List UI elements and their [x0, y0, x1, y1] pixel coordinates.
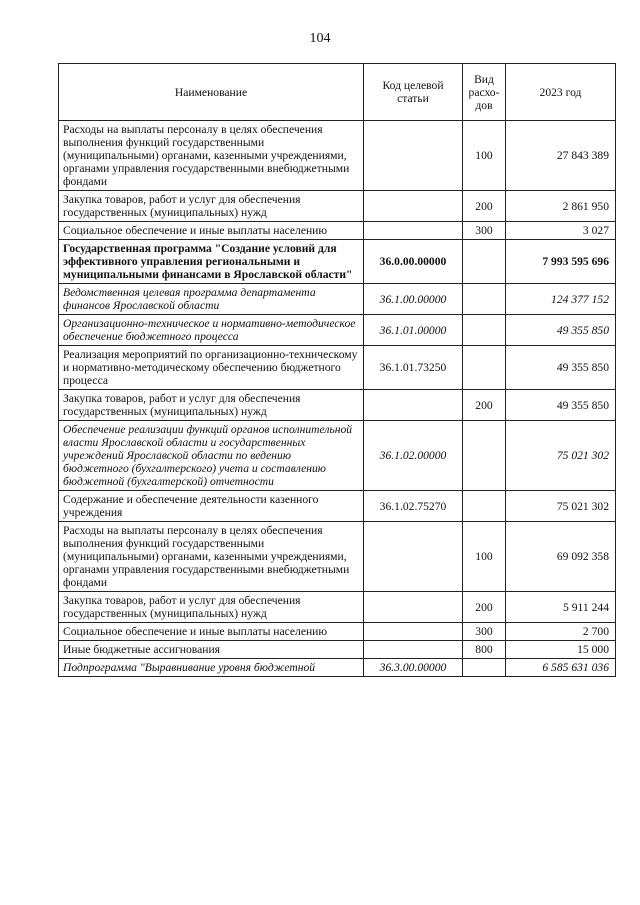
row-name: Организационно-техническое и нормативно-методическое обеспечение бюджетного процесса — [59, 315, 364, 346]
row-type: 300 — [463, 623, 506, 641]
table-row — [59, 623, 616, 641]
row-amount: 5 911 244 — [506, 592, 616, 623]
table-row — [59, 315, 616, 346]
row-name: Государственная программа "Создание условий для эффективного управления региональными и муниципальными финансами в Ярославской области" — [59, 240, 364, 284]
row-amount: 49 355 850 — [506, 315, 616, 346]
row-type — [463, 659, 506, 677]
row-code — [364, 191, 463, 222]
row-name: Подпрограмма "Выравнивание уровня бюджетной — [59, 659, 364, 677]
table-row — [59, 222, 616, 240]
row-type: 100 — [463, 522, 506, 592]
row-type — [463, 240, 506, 284]
header-name: Наименование — [59, 64, 364, 121]
row-amount: 2 700 — [506, 623, 616, 641]
row-amount: 15 000 — [506, 641, 616, 659]
table-header-row — [59, 64, 616, 121]
row-code — [364, 390, 463, 421]
table-row — [59, 346, 616, 390]
row-type — [463, 491, 506, 522]
row-code: 36.1.02.75270 — [364, 491, 463, 522]
row-code — [364, 623, 463, 641]
row-name: Обеспечение реализации функций органов исполнительной власти Ярославской области и государственных учреждений Ярославской области по ведению бюджетного (бухгалтерского) учета и составлению бюджетной (бухгалтерской) отчетности — [59, 421, 364, 491]
row-type — [463, 284, 506, 315]
table-row — [59, 491, 616, 522]
row-name: Содержание и обеспечение деятельности казенного учреждения — [59, 491, 364, 522]
row-type: 300 — [463, 222, 506, 240]
table-row — [59, 390, 616, 421]
table-row — [59, 522, 616, 592]
table-row — [59, 191, 616, 222]
row-amount: 69 092 358 — [506, 522, 616, 592]
row-name: Закупка товаров, работ и услуг для обеспечения государственных (муниципальных) нужд — [59, 191, 364, 222]
row-code — [364, 222, 463, 240]
row-name: Закупка товаров, работ и услуг для обеспечения государственных (муниципальных) нужд — [59, 592, 364, 623]
row-amount: 27 843 389 — [506, 121, 616, 191]
row-amount: 6 585 631 036 — [506, 659, 616, 677]
row-name: Реализация мероприятий по организационно-техническому и нормативно-методическому обеспечению бюджетного процесса — [59, 346, 364, 390]
row-amount: 3 027 — [506, 222, 616, 240]
row-code: 36.1.01.73250 — [364, 346, 463, 390]
page-number: 104 — [309, 31, 331, 46]
header-amount: 2023 год — [506, 64, 616, 121]
row-name: Социальное обеспечение и иные выплаты населению — [59, 623, 364, 641]
row-type — [463, 346, 506, 390]
row-code: 36.0.00.00000 — [364, 240, 463, 284]
row-amount: 124 377 152 — [506, 284, 616, 315]
budget-table — [58, 63, 616, 677]
row-type — [463, 421, 506, 491]
table-body — [59, 121, 616, 677]
row-amount: 49 355 850 — [506, 346, 616, 390]
header-code: Код целевой статьи — [364, 64, 463, 121]
row-name: Расходы на выплаты персоналу в целях обеспечения выполнения функций государственными (муниципальными) органами, казенными учреждениями, органами управления государственными внебюджетными фондами — [59, 121, 364, 191]
row-name: Закупка товаров, работ и услуг для обеспечения государственных (муниципальных) нужд — [59, 390, 364, 421]
row-name: Иные бюджетные ассигнования — [59, 641, 364, 659]
row-amount: 49 355 850 — [506, 390, 616, 421]
row-name: Ведомственная целевая программа департамента финансов Ярославской области — [59, 284, 364, 315]
row-amount: 75 021 302 — [506, 421, 616, 491]
row-name: Расходы на выплаты персоналу в целях обеспечения выполнения функций государственными (муниципальными) органами, казенными учреждениями, органами управления государственными внебюджетными фондами — [59, 522, 364, 592]
header-type: Вид расхо-дов — [463, 64, 506, 121]
row-amount: 2 861 950 — [506, 191, 616, 222]
table-row — [59, 592, 616, 623]
row-code: 36.1.02.00000 — [364, 421, 463, 491]
table-row — [59, 121, 616, 191]
row-code: 36.1.01.00000 — [364, 315, 463, 346]
row-amount: 7 993 595 696 — [506, 240, 616, 284]
table-row — [59, 240, 616, 284]
row-code — [364, 592, 463, 623]
row-type: 200 — [463, 191, 506, 222]
row-code: 36.3.00.00000 — [364, 659, 463, 677]
row-code — [364, 121, 463, 191]
table-row — [59, 421, 616, 491]
row-code: 36.1.00.00000 — [364, 284, 463, 315]
table-row — [59, 284, 616, 315]
row-type: 100 — [463, 121, 506, 191]
row-code — [364, 641, 463, 659]
row-amount: 75 021 302 — [506, 491, 616, 522]
table-row — [59, 659, 616, 677]
row-type — [463, 315, 506, 346]
table-row — [59, 641, 616, 659]
row-name: Социальное обеспечение и иные выплаты населению — [59, 222, 364, 240]
row-type: 200 — [463, 592, 506, 623]
row-type: 200 — [463, 390, 506, 421]
row-code — [364, 522, 463, 592]
row-type: 800 — [463, 641, 506, 659]
